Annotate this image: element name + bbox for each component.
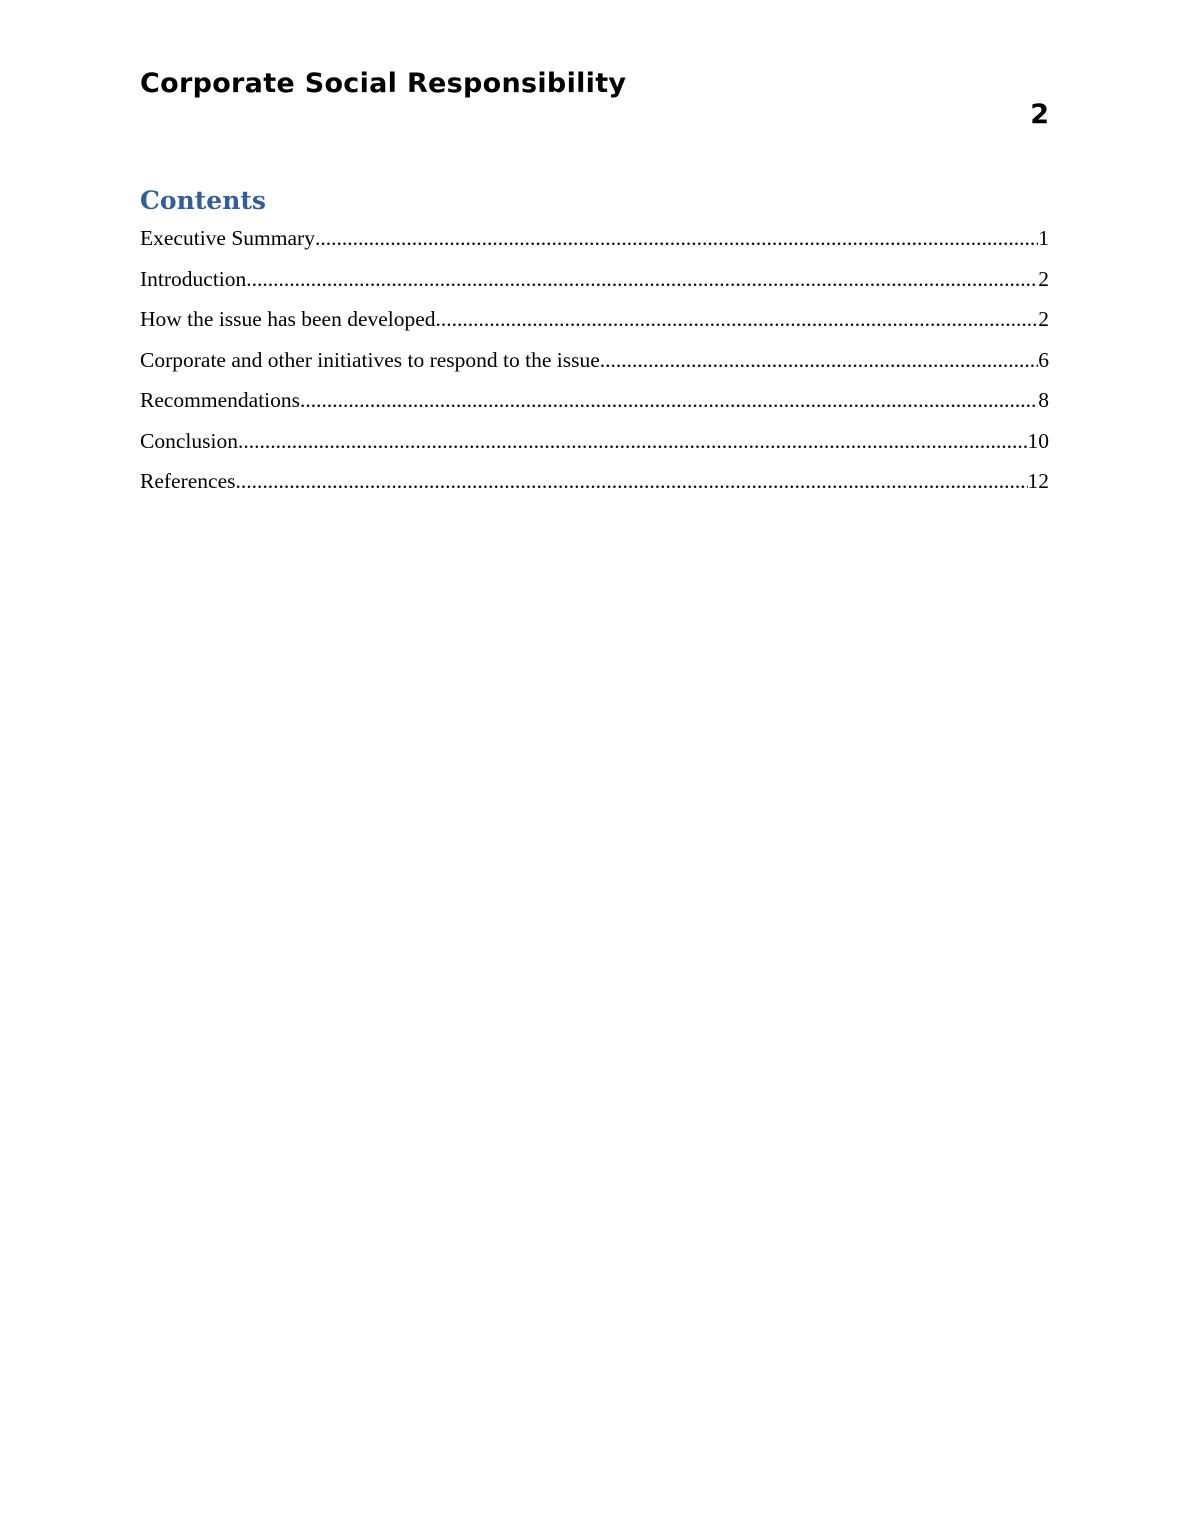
toc-entry-references[interactable] (140, 465, 1049, 506)
toc-dot-leader (436, 303, 1039, 335)
toc-entry-introduction[interactable] (140, 263, 1049, 304)
toc-entry-label: Corporate and other initiatives to respond to the issue (140, 347, 600, 372)
toc-entry-page: 6 (1038, 347, 1049, 372)
toc-entry-corporate-initiatives[interactable] (140, 344, 1049, 385)
toc-entry-recommendations[interactable] (140, 384, 1049, 425)
toc-dot-leader (236, 465, 1028, 497)
toc-entry-label: Introduction (140, 266, 247, 291)
toc-entry-page: 2 (1038, 307, 1049, 331)
toc-entry-label: Recommendations (140, 388, 301, 412)
toc-entry-issue-development[interactable] (140, 303, 1049, 344)
toc-entry-conclusion[interactable] (140, 425, 1049, 466)
toc-dot-leader (300, 384, 1038, 416)
toc-dot-leader (246, 263, 1038, 295)
toc-entry-label: Executive Summary (140, 226, 315, 250)
toc-entry-label: How the issue has been developed (140, 307, 436, 331)
table-of-contents (140, 222, 1049, 506)
toc-entry-page: 12 (1027, 469, 1049, 493)
page-number: 2 (1030, 99, 1049, 130)
toc-entry-page: 8 (1038, 388, 1049, 412)
toc-entry-executive-summary[interactable] (140, 222, 1049, 263)
toc-entry-page: 10 (1027, 428, 1049, 453)
toc-dot-leader (600, 344, 1038, 376)
toc-entry-label: Conclusion (140, 428, 238, 453)
toc-heading: Contents (140, 186, 267, 215)
toc-entry-label: References (140, 469, 236, 493)
toc-entry-page: 1 (1038, 226, 1049, 250)
toc-entry-page: 2 (1038, 266, 1049, 291)
running-header-title: Corporate Social Responsibility (140, 68, 627, 99)
toc-dot-leader (315, 222, 1038, 254)
toc-dot-leader (238, 425, 1028, 457)
